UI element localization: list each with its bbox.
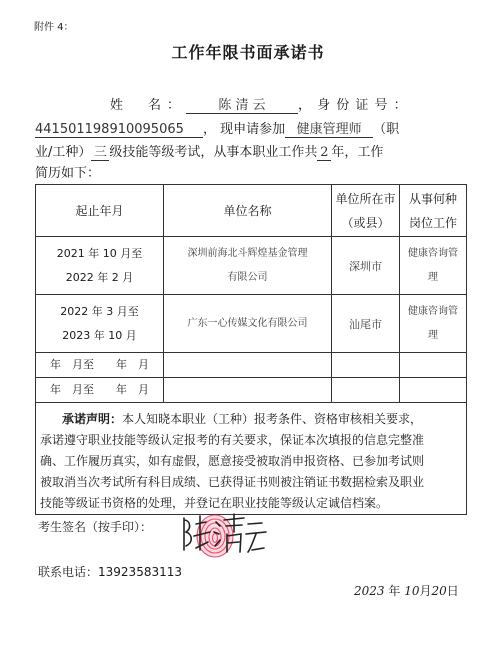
header-city-line1: 单位所在市 (335, 191, 396, 206)
pledge-line-5: 技能等级证书资格的处理，并登记在职业技能等级认定诚信档案。 (40, 496, 389, 510)
header-city-line2: （或县） (341, 215, 390, 230)
row4-period: 年 月至 年 月 (36, 378, 164, 403)
name-label: 姓 名： (110, 98, 187, 113)
name-line (110, 94, 408, 114)
row4-unit (164, 378, 332, 403)
attachment-label: 附件 4： (34, 22, 74, 33)
table-row (36, 237, 467, 295)
date-month: 10 (404, 584, 420, 598)
row1-start: 2021 年 10 月至 (56, 246, 143, 260)
pledge-row (36, 403, 467, 515)
level-line (35, 141, 383, 161)
header-role-line2: 岗位工作 (408, 215, 457, 230)
date-year: 2023 (354, 584, 385, 598)
row1-city: 深圳市 (332, 237, 400, 295)
date-month-unit: 月 (419, 584, 432, 598)
row1-role-line1: 健康咨询管 (408, 247, 458, 259)
header-unit: 单位名称 (164, 185, 332, 237)
row1-end: 2022 年 2 月 (65, 270, 134, 284)
pledge-line-1-text: 本人知晓本职业（工种）报考条件、资格审核相关要求， (122, 412, 423, 426)
pledge-line-3: 确、工作履历真实，如有虚假，愿意接受被取消申报资格、已参加考试则 (40, 454, 425, 468)
row1-role (400, 237, 467, 295)
header-city (332, 185, 400, 237)
table-row (36, 295, 467, 353)
header-period: 起止年月 (36, 185, 164, 237)
row3-city (332, 353, 400, 378)
occupation-label-cont: 业/工种） (35, 145, 92, 160)
row3-unit (164, 353, 332, 378)
history-intro: 简历如下： (35, 166, 101, 181)
row1-period (36, 237, 164, 295)
apply-prefix: ， 现申请参加 (203, 122, 286, 137)
sign-date (354, 582, 459, 599)
row1-role-line2: 理 (428, 271, 438, 283)
row2-unit (164, 295, 332, 353)
level-field: 三 (91, 146, 109, 161)
row1-unit-line1: 深圳前海北斗辉煌基金管理 (187, 247, 308, 259)
id-number-field: 441501198910095065 (35, 123, 203, 138)
occupation-field: 健康管理师 (285, 123, 373, 138)
table-row (36, 353, 467, 378)
row2-period (36, 295, 164, 353)
row2-unit-line1: 广东一心传媒文化有限公司 (187, 317, 308, 329)
years-suffix: 年，工作 (331, 145, 384, 160)
pledge-statement (36, 403, 467, 515)
date-day: 20 (431, 584, 447, 598)
row2-role (400, 295, 467, 353)
document-title: 工作年限书面承诺书 (171, 43, 325, 62)
occupation-label: （职 (373, 122, 400, 137)
id-line (35, 118, 399, 138)
header-role-line1: 从事何种 (408, 191, 457, 206)
years-field: 2 (317, 146, 331, 161)
signature-label: 考生签名（按手印）： (38, 520, 153, 534)
id-label: ， 身 份 证 号 ： (298, 98, 408, 113)
table-header-row (36, 185, 467, 237)
pledge-line-4: 被取消当次考试所有科目成绩、已获得证书则被注销证书数据检索及职业 (40, 475, 425, 489)
contact-line (38, 563, 182, 580)
level-suffix: 级技能等级考试，从事本职业工作共 (109, 145, 318, 160)
name-field: 陈 清 云 (186, 99, 298, 114)
contact-label: 联系电话： (38, 565, 99, 579)
row3-role (400, 353, 467, 378)
row2-start: 2022 年 3 月至 (60, 304, 139, 318)
pledge-label: 承诺声明： (62, 412, 123, 426)
header-role (400, 185, 467, 237)
date-day-unit: 日 (446, 584, 459, 598)
pledge-line-1 (40, 409, 464, 430)
contact-phone: 13923583113 (98, 565, 182, 579)
pledge-line-2: 承诺遵守职业技能等级认定报考的有关要求，保证本次填报的信息完整准 (40, 433, 425, 447)
table-row (36, 378, 467, 403)
row1-unit (164, 237, 332, 295)
row4-city (332, 378, 400, 403)
row1-unit-line2: 有限公司 (227, 271, 268, 283)
row2-city: 汕尾市 (332, 295, 400, 353)
row3-period: 年 月至 年 月 (36, 353, 164, 378)
row2-role-line1: 健康咨询管 (408, 305, 458, 317)
work-history-table (35, 184, 467, 515)
signature-with-fingerprint (172, 506, 272, 562)
row2-end: 2023 年 10 月 (62, 328, 137, 342)
row4-role (400, 378, 467, 403)
row2-role-line2: 理 (428, 329, 438, 341)
date-year-unit: 年 (388, 584, 401, 598)
